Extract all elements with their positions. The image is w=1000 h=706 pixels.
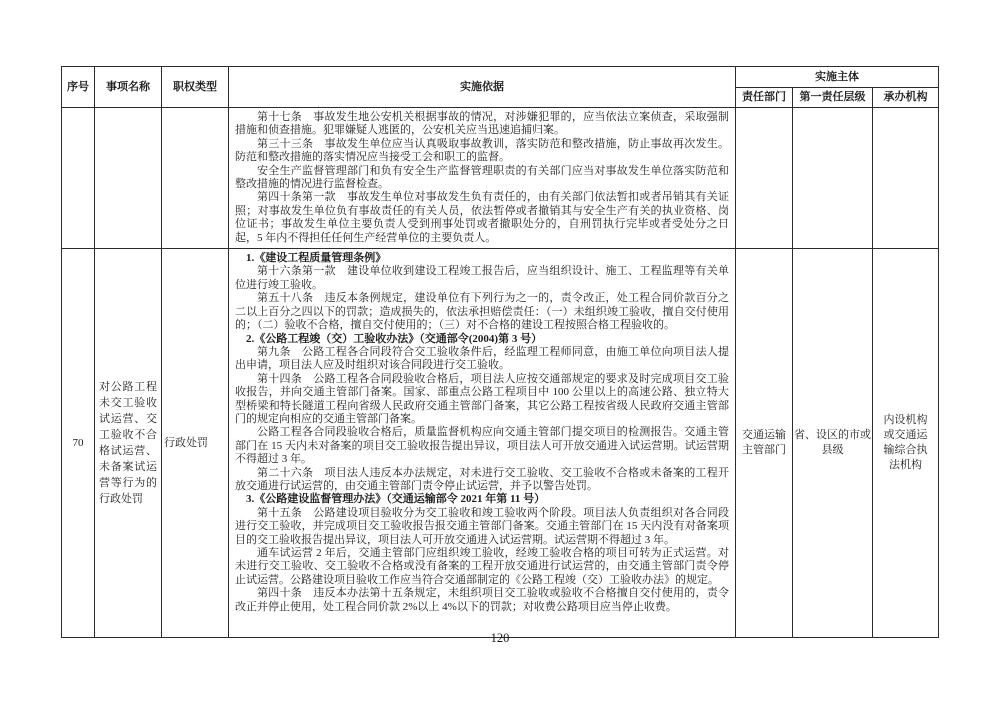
matter-name-cell: 对公路工程未交工验收试运营、交工验收不合格试运营、未备案试运营等行为的行政处罚 — [95, 249, 162, 638]
column-header-basis: 实施依据 — [229, 67, 736, 108]
basis-paragraph: 第九条 公路工程各合同段符合交工验收条件后，经监理工程师同意，由施工单位向项目法人提出申请，项目法人应及时组织对该合同段进行交工验收。 — [235, 345, 729, 372]
basis-cell-item-70 — [229, 249, 736, 638]
level-cell-empty — [793, 108, 873, 249]
basis-paragraph: 第二十六条 项目法人违反本办法规定，对未进行交工验收、交工验收不合格或未备案的工程开放交通进行试运营的，由交通主管部门责令停止试运营，并予以警告处罚。 — [235, 466, 729, 492]
column-header-type: 职权类型 — [162, 67, 229, 108]
agency-cell-empty — [873, 108, 939, 249]
law-title: 1.《建设工程质量管理条例》 — [246, 252, 387, 265]
basis-paragraph: 通车试运营 2 年后，交通主管部门应组织竣工验收，经竣工验收合格的项目可转为正式运营。对未进行交工验收、交工验收不合格或没有备案的工程开放交通进行试运营的，由交通主管部门责令停止试运营。公路建设项目验收工作应当符合交通部制定的《公路工程竣（交）工验收办法》的规定。 — [235, 547, 729, 586]
basis-paragraph: 第五十八条 违反本条例规定，建设单位有下列行为之一的，责令改正，处工程合同价款百分之二以上百分之四以下的罚款；造成损失的，依法承担赔偿责任：（一）未组织竣工验收，擅自交付使用的；（二）验收不合格，擅自交付使用的；（三）对不合格的建设工程按照合格工程验收的。 — [235, 292, 729, 332]
seq-cell-empty — [62, 108, 95, 249]
basis-paragraph: 公路工程各合同段验收合格后，质量监督机构应向交通主管部门提交项目的检测报告。交通主管部门在 15 天内未对备案的项目交工验收报告提出异议，项目法人可开放交通进入试运营期。试运营期不得超过 3 年。 — [235, 426, 729, 466]
basis-paragraph: 第三十三条 事故发生单位应当认真吸取事故教训，落实防范和整改措施，防止事故再次发生。防范和整改措施的落实情况应当接受工会和职工的监督。 — [235, 137, 729, 164]
dept-cell-empty — [736, 108, 793, 249]
seq-cell: 70 — [62, 249, 95, 638]
basis-paragraph: 安全生产监督管理部门和负有安全生产监督管理职责的有关部门应当对事故发生单位落实防范和整改措施的情况进行监督检查。 — [235, 164, 729, 191]
table-row-continuation — [62, 108, 939, 249]
enforcement-matters-table — [61, 66, 939, 638]
law-title: 3.《公路建设监督管理办法》（交通运输部令 2021 年第 11 号） — [246, 493, 546, 506]
type-cell-empty — [162, 108, 229, 249]
basis-paragraph: 第十七条 事故发生地公安机关根据事故的情况，对涉嫌犯罪的，应当依法立案侦查，采取强制措施和侦查措施。犯罪嫌疑人逃匿的，公安机关应当迅速追捕归案。 — [235, 111, 729, 137]
basis-paragraph: 第十六条第一款 建设单位收到建设工程竣工报告后，应当组织设计、施工、工程监理等有关单位进行竣工验收。 — [235, 265, 729, 291]
column-header-agency: 承办机构 — [873, 88, 939, 108]
basis-paragraph: 第十四条 公路工程各合同段验收合格后，项目法人应按交通部规定的要求及时完成项目交工验收报告，并向交通主管部门备案。国家、部重点公路工程项目中 100 公里以上的高速公路、独立特大型桥梁和特长隧道工程向省级人民政府交通主管部门备案，其它公路工程按省级人民政府交通主管部门的规定向相应的交通主管部门备案。 — [235, 372, 729, 425]
column-header-seq: 序号 — [62, 67, 95, 108]
basis-paragraph: 第十五条 公路建设项目验收分为交工验收和竣工验收两个阶段。项目法人负责组织对各合同段进行交工验收，并完成项目交工验收报告报交通主管部门备案。交通主管部门在 15 天内没有对备案项目的交工验收报告提出异议，项目法人可开放交通进入试运营期。试运营期不得超过 3 年。 — [235, 506, 729, 546]
undertaking-agency-cell: 内设机构或交通运输综合执法机构 — [873, 249, 939, 638]
basis-paragraph: 第四十条第一款 事故发生单位对事故发生负有责任的，由有关部门依法暂扣或者吊销其有关证照；对事故发生单位负有事故责任的有关人员，依法暂停或者撤销其与安全生产有关的执业资格、岗位证书；事故发生单位主要负责人受到刑事处罚或者撤职处分的，自刑罚执行完毕或者受处分之日起，5 年内不得担任任何生产经营单位的主要负责人。 — [235, 191, 729, 244]
basis-cell-continuation — [229, 108, 736, 249]
page-number: 120 — [490, 631, 510, 645]
table-row-item-70 — [62, 249, 939, 638]
basis-paragraph: 第四十条 违反本办法第十五条规定，未组织项目交工验收或验收不合格擅自交付使用的，责令改正并停止使用，处工程合同价款 2%以上 4%以下的罚款；对收费公路项目应当停止收费。 — [235, 587, 729, 613]
responsibility-level-cell: 省、设区的市或县级 — [793, 249, 873, 638]
name-cell-empty — [95, 108, 162, 249]
column-header-subject-group: 实施主体 — [736, 67, 939, 88]
column-header-name: 事项名称 — [95, 67, 162, 108]
column-header-dept: 责任部门 — [736, 88, 793, 108]
authority-type-cell: 行政处罚 — [162, 249, 229, 638]
column-header-level: 第一责任层级 — [793, 88, 873, 108]
law-title: 2.《公路工程竣（交）工验收办法》（交通部令(2004)第 3 号） — [246, 332, 543, 345]
responsible-dept-cell: 交通运输主管部门 — [736, 249, 793, 638]
